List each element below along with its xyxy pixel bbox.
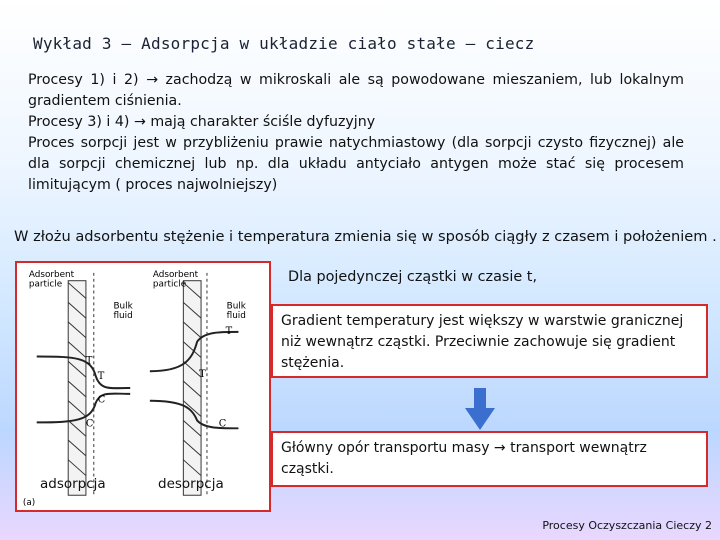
symbol-Cs: C bbox=[97, 394, 106, 406]
right-particle-surface bbox=[183, 281, 201, 496]
symbol-Cb: C bbox=[85, 418, 94, 430]
gradient-info-box bbox=[271, 304, 708, 378]
para-line-1: Procesy 1) i 2) → zachodzą w mikroskali ale są powodowane mieszaniem, lub lokalnym gradientem ciśnienia. bbox=[28, 72, 684, 109]
para-line-2: Procesy 3) i 4) → mają charakter ściśle dyfuzyjny bbox=[28, 114, 376, 130]
single-particle-label: Dla pojedynczej cząstki w czasie t, bbox=[288, 269, 538, 285]
corner-label: (a) bbox=[22, 498, 36, 509]
caption-desorpcja: desorpcja bbox=[158, 476, 224, 492]
down-arrow-icon bbox=[465, 388, 495, 430]
right-symbol-Cb: C bbox=[218, 418, 227, 430]
right-particle-label-top: Adsorbent bbox=[152, 269, 199, 280]
gradient-info-text: Gradient temperatury jest większy w warstwie granicznej niż wewnątrz cząstki. Przeciwnie zachowuje się gradient stężenia. bbox=[281, 313, 684, 371]
slide-title: Wykład 3 – Adsorpcja w układzie ciało stałe – ciecz bbox=[33, 34, 535, 53]
symbol-Ti: T bbox=[85, 355, 93, 367]
body-paragraph bbox=[28, 70, 684, 196]
left-bulk-label-bottom: fluid bbox=[113, 311, 133, 322]
transport-info-box bbox=[271, 431, 708, 487]
diagram-panel bbox=[15, 261, 271, 512]
footer-label: Procesy Oczyszczania Cieczy 2 bbox=[542, 519, 712, 532]
main-statement: W złożu adsorbentu stężenie i temperatura zmienia się w sposób ciągły z czasem i położeniem . bbox=[14, 228, 717, 245]
left-particle-label-bottom: particle bbox=[28, 279, 63, 290]
para-line-3: Proces sorpcji jest w przybliżeniu prawie natychmiastowy (dla sorpcji czysto fizycznej) ale dla sorpcji chemicznej lub np. dla układu antyciało antygen może stać się procesem limitującym ( proces najwolniejszy) bbox=[28, 135, 684, 193]
right-symbol-Tb: T bbox=[225, 325, 233, 337]
caption-adsorpcja: adsorpcja bbox=[40, 476, 106, 492]
right-symbol-Ti: T bbox=[199, 369, 206, 381]
symbol-Tb: T bbox=[97, 371, 105, 383]
left-particle-label-top: Adsorbent bbox=[28, 269, 75, 280]
right-bulk-label-bottom: fluid bbox=[226, 311, 246, 322]
right-bulk-label-top: Bulk bbox=[226, 301, 246, 312]
left-bulk-label-top: Bulk bbox=[113, 301, 133, 312]
right-particle-label-bottom: particle bbox=[152, 279, 187, 290]
diagram-svg bbox=[17, 263, 269, 510]
left-particle-surface bbox=[68, 281, 86, 496]
transport-info-text: Główny opór transportu masy → transport wewnątrz cząstki. bbox=[281, 440, 647, 477]
